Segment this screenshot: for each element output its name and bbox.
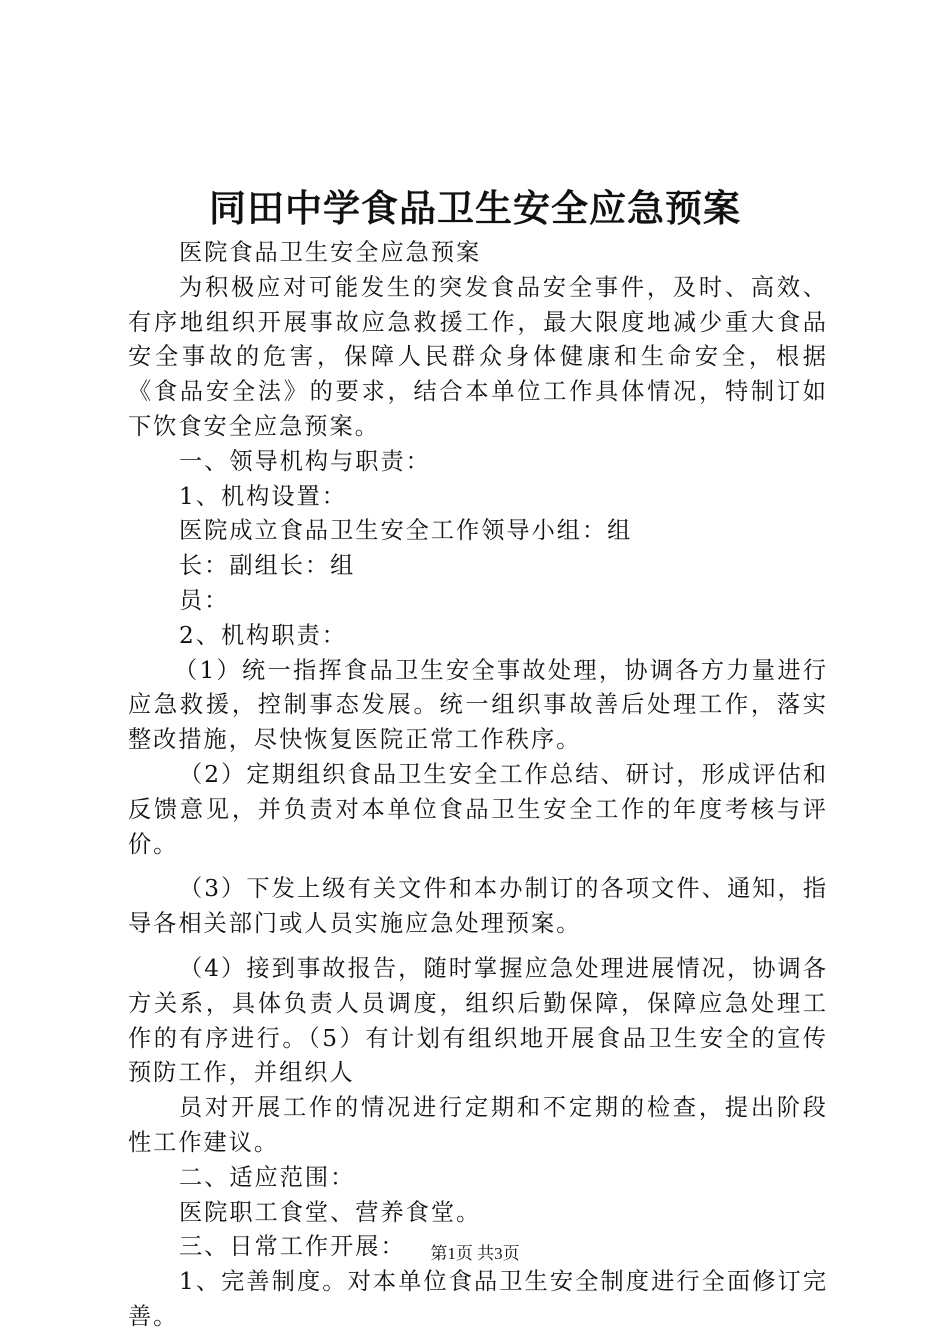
body-paragraph: 医院成立食品卫生安全工作领导小组：组 bbox=[179, 517, 633, 545]
body-paragraph: 长：副组长：组 bbox=[179, 552, 356, 580]
intro-paragraph: 为积极应对可能发生的突发食品安全事件，及时、高效、有序地组织开展事故应急救援工作，最大限度地减少重大食品安全事故的危害，保障人民群众身体健康和生命安全，根据《食品安全法》的要求，结合本单位工作具体情况，特制订如下饮食安全应急预案。 bbox=[128, 273, 828, 440]
section-heading-3: 三、日常工作开展： bbox=[179, 1233, 406, 1261]
section-heading-1: 一、领导机构与职责： bbox=[179, 447, 431, 475]
duty-item-2: （2）定期组织食品卫生安全工作总结、研讨，形成评估和反馈意见，并负责对本单位食品卫生安全工作的年度考核与评价。 bbox=[128, 760, 828, 858]
duty-item-4-5: （4）接到事故报告，随时掌握应急处理进展情况，协调各方关系，具体负责人员调度，组织后勤保障，保障应急处理工作的有序进行。（5）有计划有组织地开展食品卫生安全的宣传预防工作，并组织人 bbox=[128, 954, 828, 1087]
duty-item-5-cont: 员对开展工作的情况进行定期和不定期的检查，提出阶段性工作建议。 bbox=[128, 1094, 828, 1156]
subtitle-paragraph: 医院食品卫生安全应急预案 bbox=[179, 239, 482, 266]
section-heading-2: 二、适应范围： bbox=[179, 1163, 356, 1191]
document-title: 同田中学食品卫生安全应急预案 bbox=[209, 186, 741, 230]
body-paragraph: 员： bbox=[179, 586, 230, 614]
body-paragraph: 医院职工食堂、营养食堂。 bbox=[179, 1198, 482, 1226]
subsection-heading: 1、机构设置： bbox=[179, 482, 347, 510]
subsection-heading: 2、机构职责： bbox=[179, 621, 347, 649]
document-body bbox=[128, 236, 828, 1335]
body-paragraph: 1、完善制度。对本单位食品卫生安全制度进行全面修订完善。 bbox=[128, 1268, 828, 1330]
duty-item-1: （1）统一指挥食品卫生安全事故处理，协调各方力量进行应急救援，控制事态发展。统一组织事故善后处理工作，落实整改措施，尽快恢复医院正常工作秩序。 bbox=[128, 656, 828, 754]
page-number: 第1页 共3页 bbox=[430, 1244, 520, 1263]
duty-item-3: （3）下发上级有关文件和本办制订的各项文件、通知，指导各相关部门或人员实施应急处理预案。 bbox=[128, 875, 828, 938]
